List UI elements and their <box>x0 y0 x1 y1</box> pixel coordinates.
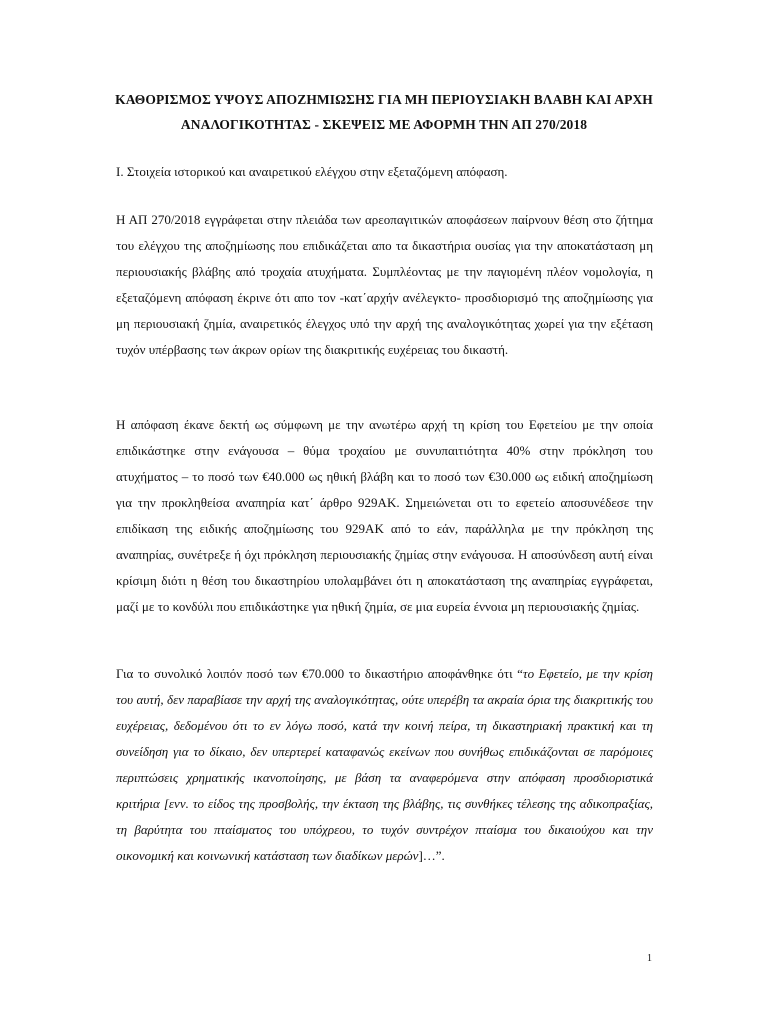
paragraph-3 <box>116 661 653 869</box>
paragraph-3-quote: το Εφετείο, με την κρίση του αυτή, δεν παραβίασε την αρχή της αναλογικότητας, ούτε υπερέβη τα ακραία όρια της διακριτικής του ευχέρειας, δεδομένου ότι το εν λόγω ποσό, κατά την κοινή πείρα, τη δικαστηριακή πρακτική και τη συνείδηση για το δίκαιο, δεν υπερτερεί καταφανώς εκείνων που συνήθως επιδικάζονται σε παρόμοιες περιπτώσεις χρηματικής ικανοποίησης, με βάση τα αναφερόμενα στην απόφαση προσδιοριστικά κριτήρια [ενν. το είδος της προσβολής, την έκταση της βλάβης, τις συνθήκες τέλεσης της αδικοπραξίας, τη βαρύτητα του πταίσματος του υπόχρεου, το τυχόν συντρέχον πταίσμα του δικαιούχου και την οικονομική και κοινωνική κατάσταση των διαδίκων μερών <box>116 666 653 863</box>
document-title-line-2: ΑΝΑΛΟΓΙΚΟΤΗΤΑΣ - ΣΚΕΨΕΙΣ ΜΕ ΑΦΟΡΜΗ ΤΗΝ ΑΠ 270/2018 <box>180 117 588 132</box>
document-title-line-1: ΚΑΘΟΡΙΣΜΟΣ ΥΨΟΥΣ ΑΠΟΖΗΜΙΩΣΗΣ ΓΙΑ ΜΗ ΠΕΡΙΟΥΣΙΑΚΗ ΒΛΑΒΗ ΚΑΙ ΑΡΧΗ <box>115 92 653 107</box>
paragraph-2: Η απόφαση έκανε δεκτή ως σύμφωνη με την ανωτέρω αρχή τη κρίση του Εφετείου με την οποία επιδικάστηκε στην ενάγουσα – θύμα τροχαίου με συνυπαιτιότητα 40% στην πρόκληση του ατυχήματος – το ποσό των €40.000 ως ηθική βλάβη και το ποσό των €30.000 ως ειδική αποζημίωση για την προκληθείσα αναπηρία κατ΄ άρθρο 929ΑΚ. Σημειώνεται οτι το εφετείο αποσυνέδεσε την επιδίκαση της ειδικής αποζημίωσης του 929ΑΚ από το εάν, παράλληλα με την πρόκληση της αναπηρίας, συνέτρεξε ή όχι πρόκληση περιουσιακής ζημίας στην ενάγουσα. Η αποσύνδεση αυτή είναι κρίσιμη διότι η θέση του δικαστηρίου υπολαμβάνει ότι η αποκατάσταση της αναπηρίας εγγράφεται, μαζί με το κονδύλι που επιδικάστηκε για ηθική ζημία, σε μια ευρεία έννοια μη περιουσιακής ζημίας. <box>116 417 653 614</box>
paragraph-3-end: ]…”. <box>418 848 445 863</box>
paragraph-1: Η ΑΠ 270/2018 εγγράφεται στην πλειάδα των αρεοπαγιτικών αποφάσεων παίρνουν θέση στο ζήτημα του ελέγχου της αποζημίωσης που επιδικάζεται απο τα δικαστήρια ουσίας για την αποκατάσταση μη περιουσιακής βλάβης από τροχαία ατυχήματα. Συμπλέοντας με την παγιομένη πλέον νομολογία, η εξεταζόμενη απόφαση έκρινε ότι απο τον -κατ΄αρχήν ανέλεγκτο- προσδιορισμό της αποζημίωσης για μη περιουσιακή ζημία, αναιρετικός έλεγχος υπό την αρχή της αναλογικότητας χωρεί για την εξέταση τυχόν υπέρβασης των άκρων ορίων της διακριτικής ευχέρειας του δικαστή. <box>116 212 653 357</box>
page-number: 1 <box>647 953 652 964</box>
section-heading: Ι. Στοιχεία ιστορικού και αναιρετικού ελέγχου στην εξεταζόμενη απόφαση. <box>116 164 508 179</box>
paragraph-3-intro: Για το συνολικό λοιπόν ποσό των €70.000 το δικαστήριο αποφάνθηκε ότι “ <box>116 666 523 681</box>
